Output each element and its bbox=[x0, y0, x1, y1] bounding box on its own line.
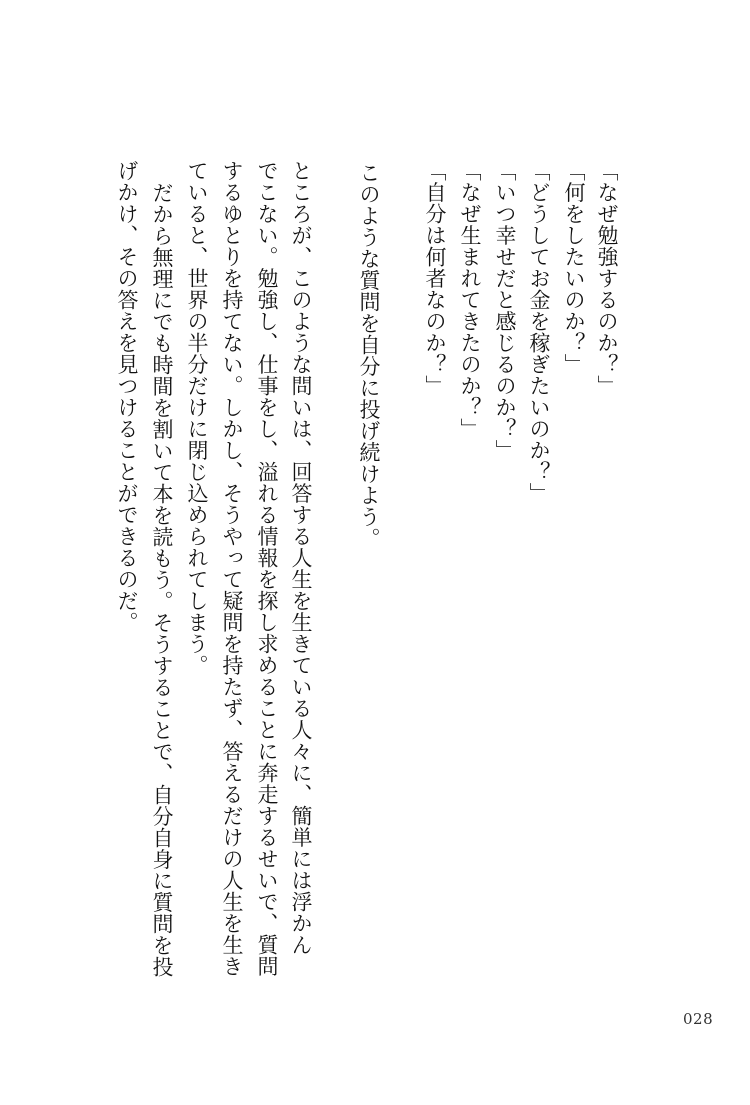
paragraph1-line-3: するゆとりを持てない。しかし、そうやって疑問を持たず、答えるだけの人生を生き bbox=[220, 160, 244, 977]
question-line-3: 「どうしてお金を稼ぎたいのか？」 bbox=[527, 160, 551, 504]
paragraph1-line-4: ていると、世界の半分だけに閉じ込められてしまう。 bbox=[185, 160, 209, 676]
paragraph1-line-2: でこない。勉強し、仕事をし、溢れる情報を探し求めることに奔走するせいで、質問 bbox=[255, 160, 279, 977]
question-line-4: 「いつ幸せだと感じるのか？」 bbox=[493, 160, 517, 461]
question-line-5: 「なぜ生まれてきたのか？」 bbox=[458, 160, 482, 440]
paragraph2-line-2: げかけ、その答えを見つけることができるのだ。 bbox=[115, 160, 139, 633]
paragraph2-line-1: だから無理にでも時間を割いて本を読もう。そうすることで、自分自身に質問を投 bbox=[150, 182, 174, 978]
question-line-2: 「何をしたいのか？」 bbox=[562, 160, 586, 375]
question-line-1: 「なぜ勉強するのか？」 bbox=[595, 160, 619, 397]
page-number: 028 bbox=[683, 1010, 714, 1028]
instruction-line: このような質問を自分に投げ続けよう。 bbox=[357, 162, 381, 549]
question-line-6: 「自分は何者なのか？」 bbox=[423, 160, 447, 397]
paragraph1-line-1: ところが、このような問いは、回答する人生を生きている人々に、簡単には浮かん bbox=[289, 160, 313, 956]
